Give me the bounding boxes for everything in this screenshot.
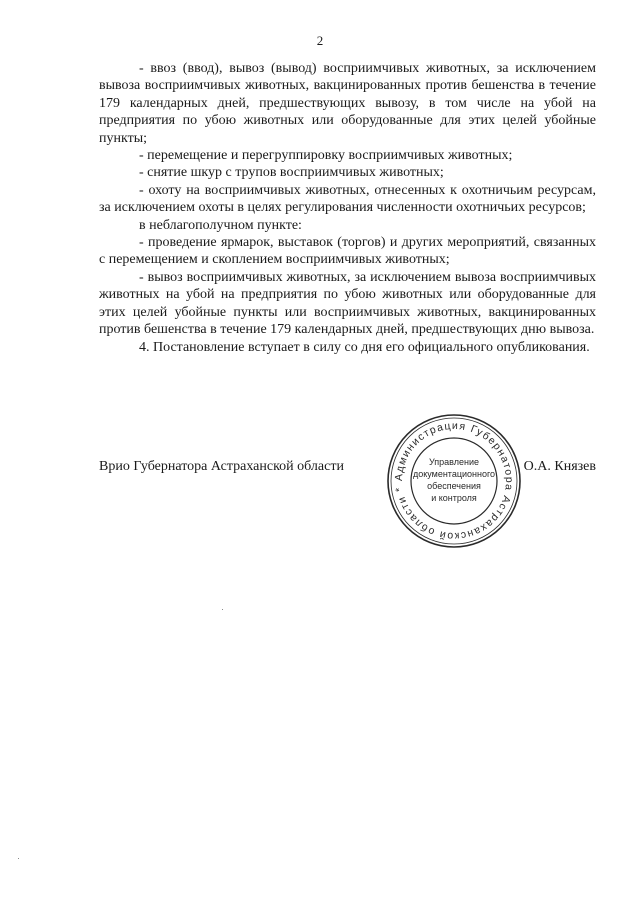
stamp-graphic <box>384 411 524 551</box>
stamp-center-line: документационного <box>412 469 496 479</box>
signer-name: О.А. Князев <box>523 459 596 474</box>
paragraph-export: - вывоз восприимчивых животных, за исключением вывоза восприимчивых животных на убой на предприятия по убою животных или оборудованные для этих целей убойные пункты или восприимчивых животных, вакцинированных против бешенства в течение 179 календарных дней, предшествующих дню вывоза. <box>99 269 596 338</box>
document-body <box>99 60 596 356</box>
paragraph-skinning: - снятие шкур с трупов восприимчивых животных; <box>139 165 444 181</box>
paragraph-import-export: - ввоз (ввод), вывоз (вывод) восприимчивых животных, за исключением вывоза восприимчивых животных, вакцинированных против бешенства в течение 179 календарных дней, предшествующих вывозу, в том числе на убой на предприятия по убою животных или оборудованные для этих целей убойные пункты; <box>99 61 596 146</box>
paragraph-hunting: - охоту на восприимчивых животных, отнесенных к охотничьим ресурсам, за исключением охоты в целях регулирования численности охотничьих ресурсов; <box>99 182 596 216</box>
page-number: 2 <box>316 33 324 48</box>
official-stamp <box>384 411 524 551</box>
stamp-center-line: Управление <box>428 457 480 467</box>
scan-speck <box>18 858 19 859</box>
paragraph-unfavorable-point: в неблагополучном пункте: <box>139 217 302 233</box>
scan-speck <box>222 609 223 610</box>
paragraph-fairs: - проведение ярмарок, выставок (торгов) и других мероприятий, связанных с перемещением и скоплением восприимчивых животных; <box>99 235 596 268</box>
signer-position: Врио Губернатора Астраханской области <box>99 459 344 474</box>
stamp-center-line: обеспечения <box>427 481 481 491</box>
stamp-center-line: и контроля <box>431 493 477 503</box>
stamp-center-text <box>413 457 495 503</box>
stamp-ring-text: Администрация Губернатора Астраханской области * <box>392 419 516 543</box>
paragraph-movement: - перемещение и перегруппировку восприимчивых животных; <box>139 148 513 164</box>
paragraph-effective-date: 4. Постановление вступает в силу со дня его официального опубликования. <box>139 339 590 355</box>
